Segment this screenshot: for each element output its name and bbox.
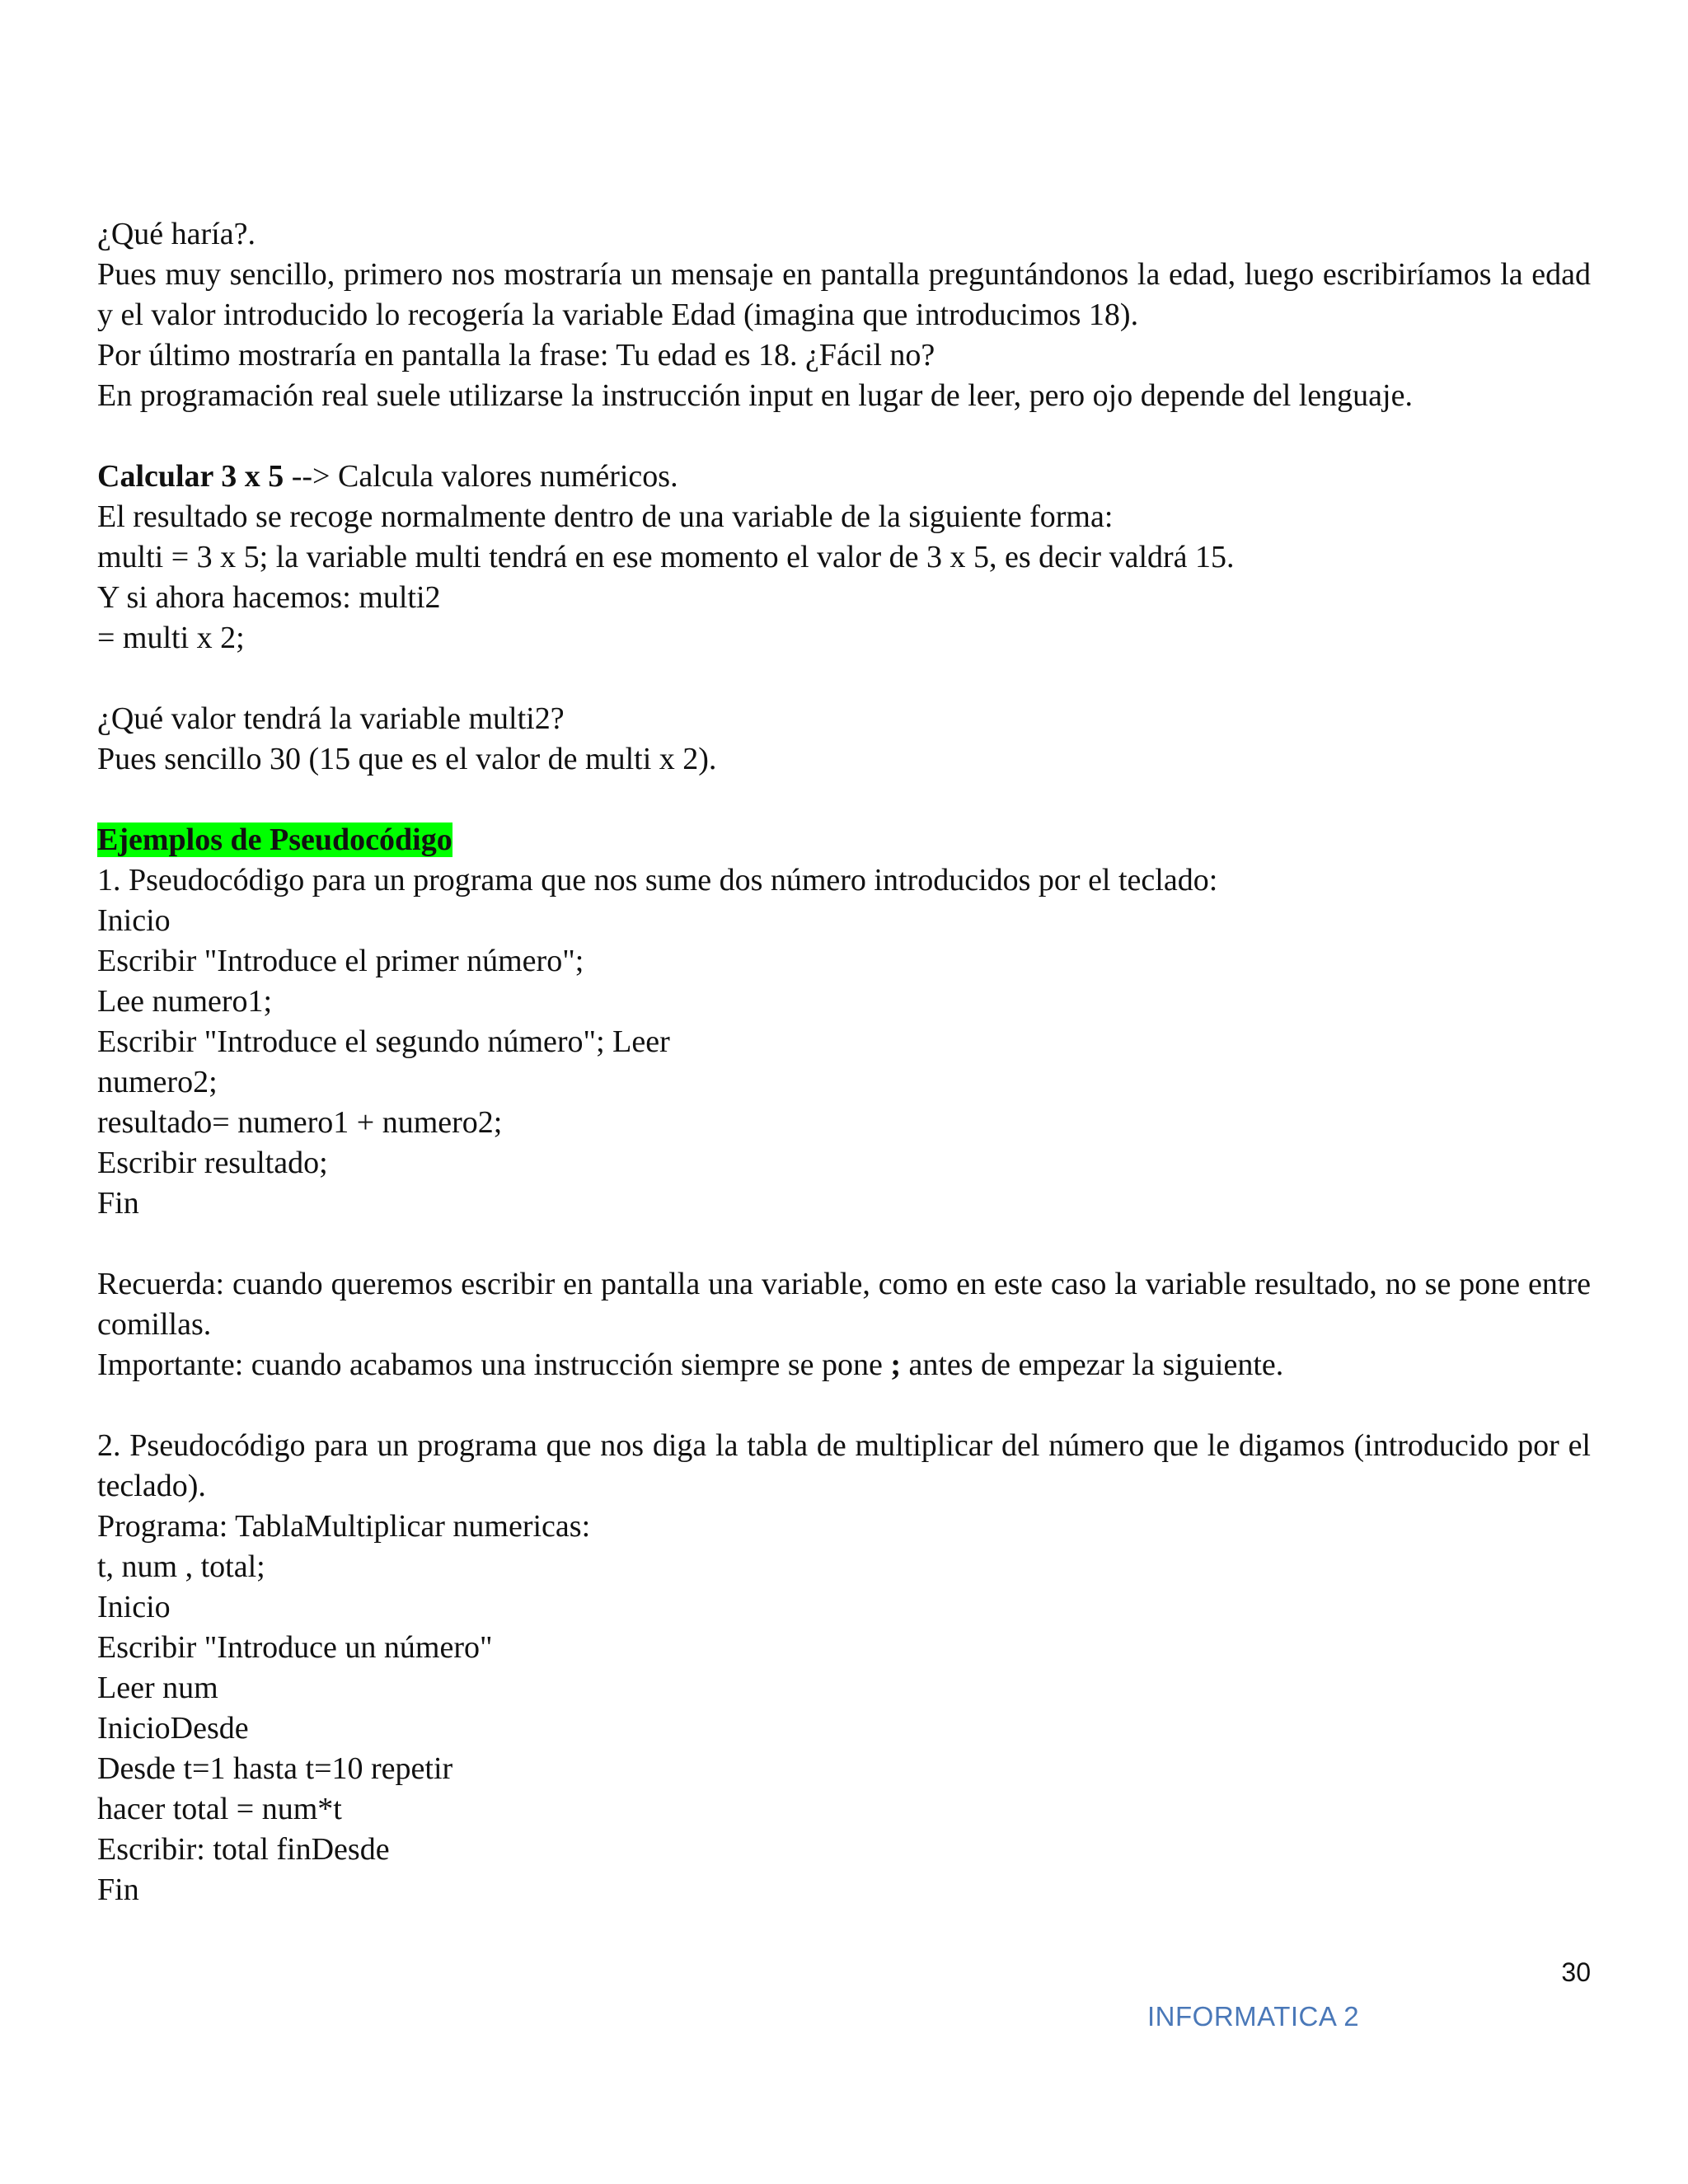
spacer (97, 1385, 1591, 1426)
code-line: Fin (97, 1872, 139, 1907)
code-line: Fin (97, 1186, 139, 1221)
code-line: t, num , total; (97, 1549, 265, 1584)
spacer (97, 416, 1591, 457)
intro-result: Por último mostraría en pantalla la frase: Tu edad es 18. ¿Fácil no? (97, 338, 935, 373)
code-line: Desde t=1 hasta t=10 repetir (97, 1751, 453, 1786)
example1-code (97, 901, 1591, 1224)
spacer (97, 1224, 1591, 1264)
intro-explanation: Pues muy sencillo, primero nos mostraría un mensaje en pantalla preguntándonos la edad, luego escribiríamos la edad y el valor introducido lo recogería la variable Edad (imagina que introducimos 18). (97, 257, 1591, 332)
page-content (97, 214, 1591, 1910)
calc-heading: Calcular 3 x 5 (97, 459, 284, 494)
calc-heading-line (97, 457, 1591, 497)
calc-line: Y si ahora hacemos: multi2 (97, 580, 441, 615)
page-number: 30 (1561, 1957, 1591, 1987)
example2-code (97, 1507, 1591, 1910)
note-importante-c: antes de empezar la siguiente. (901, 1347, 1284, 1382)
code-line: hacer total = num*t (97, 1792, 342, 1826)
example1-title: 1. Pseudocódigo para un programa que nos sume dos número introducidos por el teclado: (97, 863, 1218, 898)
examples-heading: Ejemplos de Pseudocódigo (97, 823, 452, 857)
note-importante (97, 1345, 1591, 1385)
spacer (97, 780, 1591, 820)
code-line: Escribir resultado; (97, 1146, 328, 1180)
code-line: Escribir: total finDesde (97, 1832, 390, 1867)
note-importante-a: Importante: cuando acabamos una instrucción siempre se pone (97, 1347, 891, 1382)
note-importante-b: ; (890, 1347, 901, 1382)
code-line: InicioDesde (97, 1711, 249, 1746)
code-line: Inicio (97, 1590, 171, 1624)
code-line: Leer num (97, 1671, 218, 1705)
code-line: Escribir "Introduce el segundo número"; Leer (97, 1024, 670, 1059)
footer-label: INFORMATICA 2 (1147, 2001, 1360, 2032)
code-line: Lee numero1; (97, 984, 273, 1019)
code-line: Programa: TablaMultiplicar numericas: (97, 1509, 591, 1544)
intro-question: ¿Qué haría?. (97, 217, 256, 251)
code-line: Escribir "Introduce un número" (97, 1630, 493, 1665)
code-line: numero2; (97, 1065, 218, 1099)
spacer (97, 658, 1591, 699)
code-line: Escribir "Introduce el primer número"; (97, 944, 584, 978)
calc-heading-rest: --> Calcula valores numéricos. (284, 459, 678, 494)
intro-note: En programación real suele utilizarse la instrucción input en lugar de leer, pero ojo depende del lenguaje. (97, 378, 1413, 413)
example2-title: 2. Pseudocódigo para un programa que nos diga la tabla de multiplicar del número que le digamos (introducido por el teclado). (97, 1428, 1591, 1503)
examples-heading-line (97, 820, 1591, 860)
calc-line: = multi x 2; (97, 621, 245, 655)
answer-line: Pues sencillo 30 (15 que es el valor de multi x 2). (97, 742, 717, 776)
question-line: ¿Qué valor tendrá la variable multi2? (97, 701, 565, 736)
code-line: Inicio (97, 903, 171, 938)
calc-line: multi = 3 x 5; la variable multi tendrá en ese momento el valor de 3 x 5, es decir valdrá 15. (97, 540, 1235, 574)
note-recuerda: Recuerda: cuando queremos escribir en pantalla una variable, como en este caso la variable resultado, no se pone entre comillas. (97, 1267, 1591, 1342)
calc-line: El resultado se recoge normalmente dentro de una variable de la siguiente forma: (97, 499, 1114, 534)
code-line: resultado= numero1 + numero2; (97, 1105, 503, 1140)
